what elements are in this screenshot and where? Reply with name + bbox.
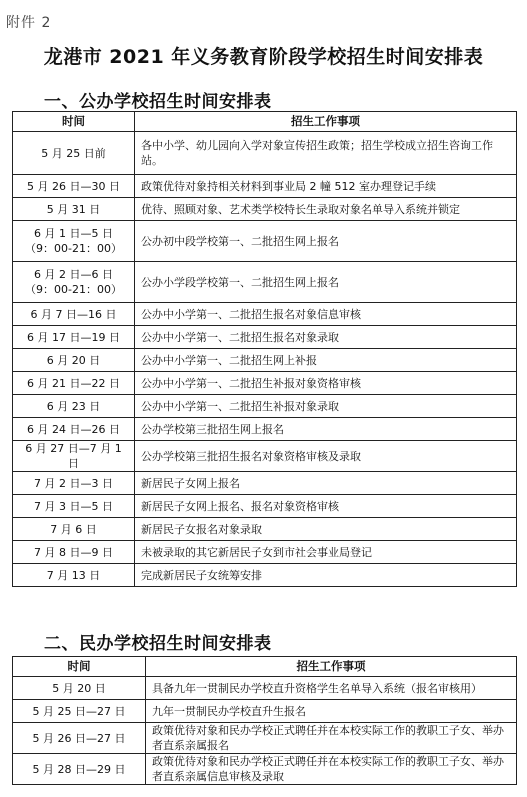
task-column-header: 招生工作事项 (146, 657, 517, 677)
time-cell (13, 441, 135, 472)
table-row (13, 541, 517, 564)
public-schedule-table (12, 111, 517, 587)
table-row (13, 372, 517, 395)
table-row (13, 132, 517, 175)
attachment-label: 附件 2 (6, 15, 52, 31)
time-text: 5 月 25 日前 (41, 146, 106, 160)
time-cell (13, 221, 135, 262)
time-text: 5 月 25 日—27 日 (32, 704, 126, 718)
time-cell (13, 395, 135, 418)
page-title: 龙港市 2021 年义务教育阶段学校招生时间安排表 (43, 46, 484, 68)
task-cell: 具备九年一贯制民办学校直升资格学生名单导入系统（报名审核用） (146, 677, 517, 700)
task-cell: 公办中小学第一、二批招生报名对象录取 (135, 326, 517, 349)
table-row (13, 221, 517, 262)
time-cell (13, 262, 135, 303)
time-cell (13, 418, 135, 441)
time-cell (13, 326, 135, 349)
private-section-heading: 二、民办学校招生时间安排表 (44, 634, 272, 654)
table-row (13, 441, 517, 472)
table-row (13, 754, 517, 785)
table-header-row (13, 657, 517, 677)
task-cell: 九年一贯制民办学校直升生报名 (146, 700, 517, 723)
task-cell: 各中小学、幼儿园向入学对象宣传招生政策；招生学校成立招生咨询工作站。 (135, 132, 517, 175)
task-cell: 优待、照顾对象、艺术类学校特长生录取对象名单导入系统并锁定 (135, 198, 517, 221)
task-cell: 政策优待对象和民办学校正式聘任并在本校实际工作的教职工子女、举办者直系亲属报名 (146, 723, 517, 754)
table-row (13, 175, 517, 198)
time-text: 5 月 31 日 (46, 202, 101, 216)
table-header-row (13, 112, 517, 132)
time-text: 5 月 20 日 (52, 681, 106, 695)
time-text: 7 月 3 日—5 日 (34, 499, 113, 513)
table-row (13, 723, 517, 754)
table-row (13, 326, 517, 349)
time-cell (13, 175, 135, 198)
table-row (13, 198, 517, 221)
time-text: 5 月 28 日—29 日 (32, 762, 126, 776)
time-cell (13, 723, 146, 754)
time-range-text: （9：00-21：00） (25, 242, 122, 255)
time-text: 6 月 2 日—6 日 (34, 268, 113, 281)
task-cell: 公办小学段学校第一、二批招生网上报名 (135, 262, 517, 303)
table-row (13, 303, 517, 326)
task-cell: 政策优待对象持相关材料到事业局 2 幢 512 室办理登记手续 (135, 175, 517, 198)
task-cell: 未被录取的其它新居民子女到市社会事业局登记 (135, 541, 517, 564)
task-cell: 公办中小学第一、二批招生补报对象录取 (135, 395, 517, 418)
time-text: 6 月 27 日—7 月 1 日 (25, 442, 122, 470)
public-section-heading: 一、公办学校招生时间安排表 (44, 92, 272, 112)
time-text: 6 月 23 日 (46, 399, 101, 413)
table-row (13, 495, 517, 518)
time-text: 5 月 26 日—27 日 (32, 731, 126, 745)
task-cell: 公办中小学第一、二批招生报名对象信息审核 (135, 303, 517, 326)
time-text: 6 月 7 日—16 日 (30, 307, 117, 321)
time-text: 7 月 2 日—3 日 (34, 476, 113, 490)
task-cell: 公办中小学第一、二批招生补报对象资格审核 (135, 372, 517, 395)
time-cell (13, 700, 146, 723)
private-schedule-table (12, 656, 517, 785)
task-column-header: 招生工作事项 (135, 112, 517, 132)
time-cell (13, 541, 135, 564)
time-cell (13, 754, 146, 785)
time-text: 6 月 17 日—19 日 (27, 330, 120, 344)
time-cell (13, 564, 135, 587)
time-cell (13, 349, 135, 372)
table-row (13, 349, 517, 372)
time-text: 5 月 26 日—30 日 (27, 179, 120, 193)
task-cell: 新居民子女网上报名、报名对象资格审核 (135, 495, 517, 518)
time-column-header: 时间 (13, 657, 146, 677)
time-cell (13, 372, 135, 395)
task-cell: 完成新居民子女统筹安排 (135, 564, 517, 587)
table-row (13, 262, 517, 303)
public-schedule-body (13, 132, 517, 587)
table-row (13, 700, 517, 723)
task-cell: 公办初中段学校第一、二批招生网上报名 (135, 221, 517, 262)
table-row (13, 472, 517, 495)
time-text: 7 月 13 日 (46, 568, 101, 582)
task-cell: 公办中小学第一、二批招生网上补报 (135, 349, 517, 372)
time-cell (13, 198, 135, 221)
table-row (13, 564, 517, 587)
time-text: 6 月 1 日—5 日 (34, 227, 113, 240)
table-row (13, 395, 517, 418)
task-cell: 政策优待对象和民办学校正式聘任并在本校实际工作的教职工子女、举办者直系亲属信息审核及录取 (146, 754, 517, 785)
private-schedule-body (13, 677, 517, 785)
time-cell (13, 495, 135, 518)
time-text: 6 月 20 日 (46, 353, 101, 367)
time-cell (13, 518, 135, 541)
time-text: 6 月 21 日—22 日 (27, 376, 120, 390)
task-cell: 公办学校第三批招生网上报名 (135, 418, 517, 441)
time-text: 6 月 24 日—26 日 (27, 422, 120, 436)
time-cell (13, 677, 146, 700)
time-range-text: （9：00-21：00） (25, 283, 122, 296)
time-text: 7 月 8 日—9 日 (34, 545, 113, 559)
time-cell (13, 472, 135, 495)
time-text: 7 月 6 日 (50, 522, 97, 536)
task-cell: 新居民子女报名对象录取 (135, 518, 517, 541)
time-cell (13, 132, 135, 175)
time-cell (13, 303, 135, 326)
task-cell: 新居民子女网上报名 (135, 472, 517, 495)
time-column-header: 时间 (13, 112, 135, 132)
table-row (13, 677, 517, 700)
table-row (13, 418, 517, 441)
task-cell: 公办学校第三批招生报名对象资格审核及录取 (135, 441, 517, 472)
table-row (13, 518, 517, 541)
